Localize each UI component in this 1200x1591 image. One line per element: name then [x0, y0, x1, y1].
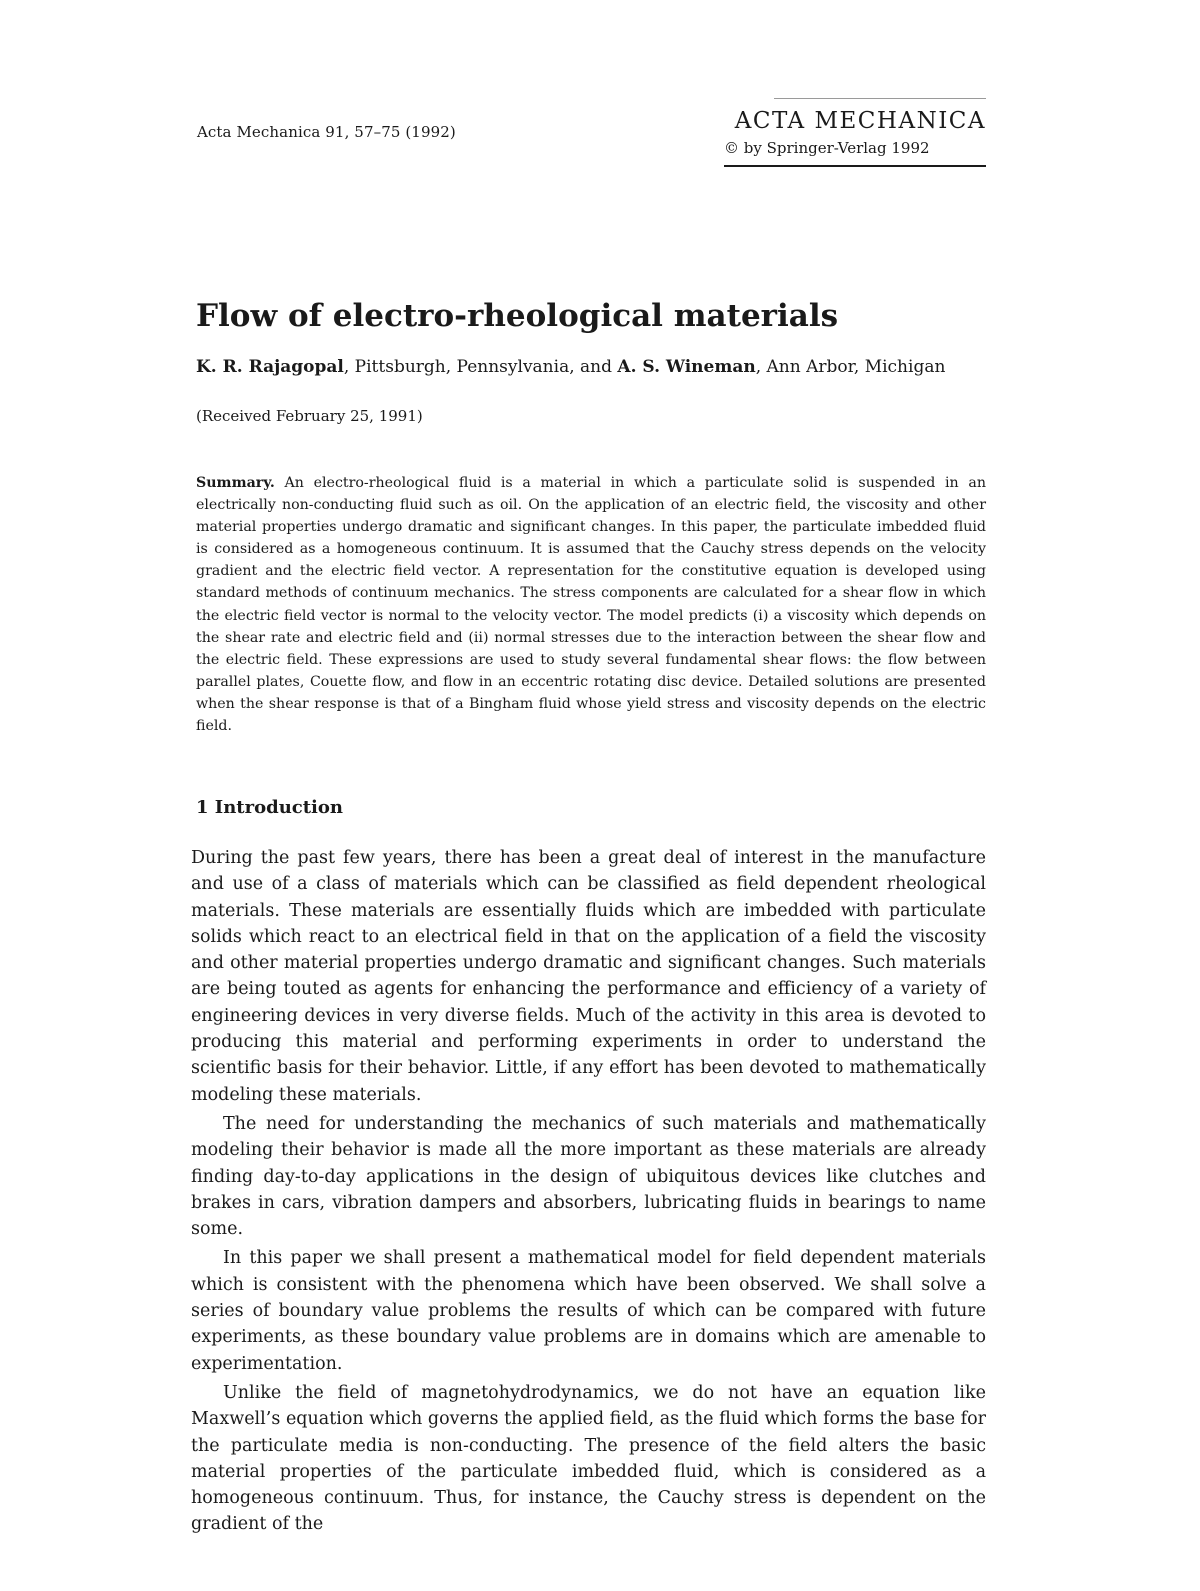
introduction-body [191, 845, 986, 1538]
paragraph: The need for understanding the mechanics of such materials and mathematically modeling their behavior is made all the more important as these materials are already finding day-to-day applications in the design of ubiquitous devices like clutches and brakes in cars, vibration dampers and absorbers, lubricating fluids in bearings to name some. [191, 1113, 986, 1240]
author-2-location: , Ann Arbor, Michigan [755, 357, 946, 377]
masthead-rule [724, 165, 986, 167]
author-1-location: , Pittsburgh, Pennsylvania, and [343, 357, 618, 377]
article-title: Flow of electro-rheological materials [196, 298, 839, 334]
journal-name: ACTA MECHANICA [734, 108, 986, 134]
paragraph: During the past few years, there has been a great deal of interest in the manufacture and use of a class of materials which can be classified as field dependent rheological materials. These materials are essentially fluids which are imbedded with particulate solids which react to an electrical field in that on the application of a field the viscosity and other material properties undergo dramatic and significant changes. Such materials are being touted as agents for enhancing the performance and efficiency of a variety of engineering devices in very diverse fields. Much of the activity in this area is devoted to producing this material and performing experiments in order to understand the scientific basis for their behavior. Little, if any effort has been devoted to mathematically modeling these materials. [191, 848, 986, 1105]
masthead-top-rule [774, 98, 986, 99]
received-date: (Received February 25, 1991) [196, 407, 423, 425]
copyright-line: © by Springer-Verlag 1992 [724, 139, 930, 157]
author-line [196, 357, 945, 377]
author-2-name: A. S. Wineman [617, 357, 756, 377]
author-1-name: K. R. Rajagopal [196, 357, 344, 377]
paragraph: Unlike the field of magnetohydrodynamics, we do not have an equation like Maxwell’s equation which governs the applied field, as the fluid which forms the base for the particulate media is non-conducting. The presence of the field alters the basic material properties of the particulate imbedded fluid, which is considered as a homogeneous continuum. Thus, for instance, the Cauchy stress is dependent on the gradient of the [191, 1382, 986, 1535]
summary-label: Summary. [196, 475, 275, 491]
section-heading-introduction: 1 Introduction [196, 797, 343, 818]
paragraph: In this paper we shall present a mathematical model for field dependent materials which is consistent with the phenomena which have been observed. We shall solve a series of boundary value problems the results of which can be compared with future experiments, as these boundary value problems are in domains which are amenable to experimentation. [191, 1248, 986, 1374]
abstract [196, 472, 986, 737]
summary-text: An electro-rheological fluid is a material in which a particulate solid is suspended in an electrically non-conducting fluid such as oil. On the application of an electric field, the viscosity and other material properties undergo dramatic and significant changes. In this paper, the particulate imbedded fluid is considered as a homogeneous continuum. It is assumed that the Cauchy stress depends on the velocity gradient and the electric field vector. A representation for the constitutive equation is developed using standard methods of continuum mechanics. The stress components are calculated for a shear flow in which the electric field vector is normal to the velocity vector. The model predicts (i) a viscosity which depends on the shear rate and electric field and (ii) normal stresses due to the interaction between the shear flow and the electric field. These expressions are used to study several fundamental shear flows: the flow between parallel plates, Couette flow, and flow in an eccentric rotating disc device. Detailed solutions are presented when the shear response is that of a Bingham fluid whose yield stress and viscosity depends on the electric field. [196, 475, 986, 735]
journal-citation: Acta Mechanica 91, 57–75 (1992) [197, 123, 456, 141]
